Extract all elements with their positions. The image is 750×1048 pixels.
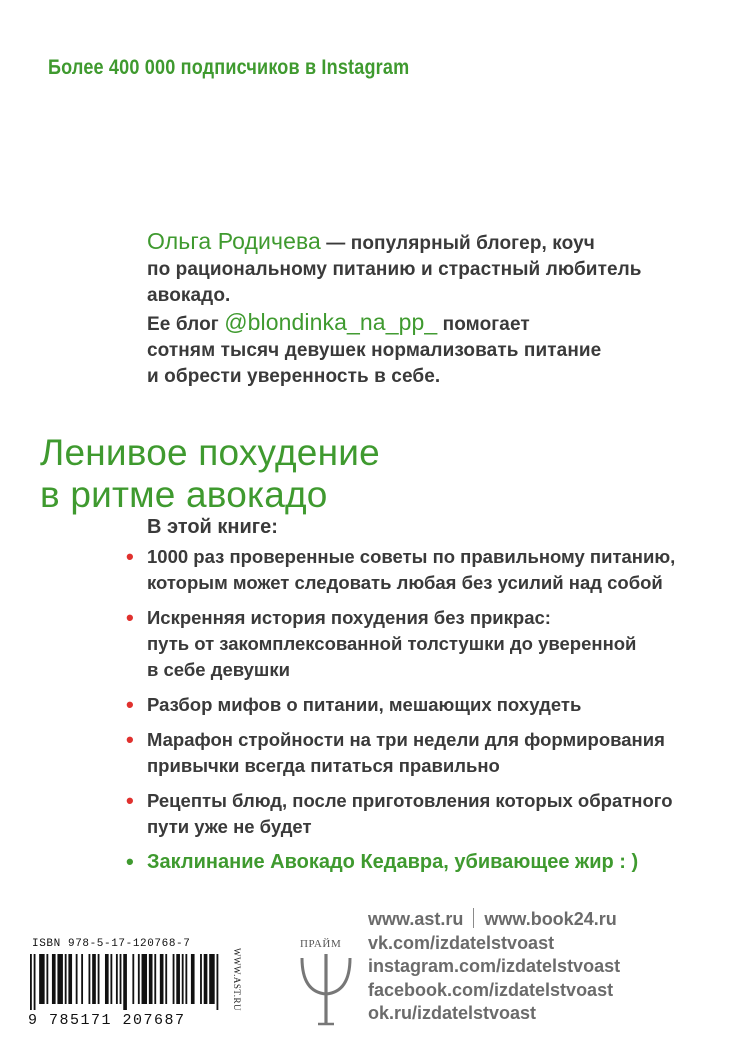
bio-line-4 <box>147 309 667 338</box>
barcode-block <box>28 938 228 1028</box>
barcode-bar <box>65 954 67 1004</box>
barcode-bar <box>116 954 118 1004</box>
bullet-icon: • <box>126 788 134 813</box>
barcode-bar <box>209 954 214 1004</box>
feature-item-highlight <box>124 849 724 875</box>
feature-item <box>124 692 724 718</box>
bullet-icon: • <box>126 544 134 569</box>
bio-text: Ее блог <box>147 314 225 335</box>
barcode-bar <box>176 954 180 1004</box>
features-heading: В этой книге: <box>147 516 278 538</box>
barcode-bar <box>154 954 156 1004</box>
feature-line: Марафон стройности на три недели для формирования <box>147 729 665 750</box>
links-row-sites <box>368 908 620 932</box>
author-bio <box>147 228 667 390</box>
bio-text: — популярный блогер, коуч <box>320 233 595 254</box>
barcode-bar <box>165 954 167 1004</box>
feature-line: Искренняя история похудения без прикрас: <box>147 607 551 628</box>
feature-line: в себе девушки <box>147 659 290 680</box>
link-vk[interactable]: vk.com/izdatelstvoast <box>368 932 555 953</box>
barcode-bar <box>200 954 202 1004</box>
bio-text: помогает <box>437 314 530 335</box>
instagram-handle: @blondinka_na_pp_ <box>224 309 438 335</box>
tagline: Более 400 000 подписчиков в Instagram <box>48 56 410 79</box>
barcode-bar <box>160 954 164 1004</box>
barcode-digits: 9 785171 207687 <box>28 1012 186 1029</box>
publisher-links <box>368 908 620 1026</box>
barcode-bar <box>204 954 208 1004</box>
psi-icon <box>296 952 356 1028</box>
feature-line: пути уже не будет <box>147 816 312 837</box>
bullet-icon: • <box>126 727 134 752</box>
feature-line: Заклинание Авокадо Кедавра, убивающее жир : ) <box>147 851 639 873</box>
link-book24[interactable]: www.book24.ru <box>484 909 617 929</box>
bullet-icon: • <box>126 849 134 874</box>
bullet-icon: • <box>126 605 134 630</box>
author-name: Ольга Родичева <box>147 228 321 254</box>
barcode-bar <box>34 954 36 1010</box>
link-facebook[interactable]: facebook.com/izdatelstvoast <box>368 979 614 1000</box>
barcode-bar <box>76 954 78 1004</box>
barcode-bar <box>92 954 96 1004</box>
barcode-bar <box>173 954 175 1004</box>
barcode-bar <box>182 954 184 1004</box>
barcode-bar <box>81 954 83 1004</box>
barcode-bar <box>46 954 48 1004</box>
barcode-bar <box>138 954 140 1004</box>
link-ok[interactable]: ok.ru/izdatelstvoast <box>368 1003 537 1023</box>
barcode-bar <box>105 954 109 1004</box>
features-list <box>124 544 724 884</box>
bio-line-3: авокадо. <box>147 285 231 306</box>
bio-line-5: сотням тысяч девушек нормализовать питание <box>147 340 602 361</box>
bio-line-1 <box>147 228 667 257</box>
barcode-icon <box>28 954 224 1010</box>
barcode-bar <box>98 954 100 1004</box>
link-instagram[interactable]: instagram.com/izdatelstvoast <box>368 956 621 976</box>
isbn-label: ISBN 978-5-17-120768-7 <box>32 938 191 950</box>
feature-line: привычки всегда питаться правильно <box>147 755 500 776</box>
feature-line: путь от закомплексованной толстушки до уверенной <box>147 633 637 654</box>
barcode-bar <box>68 954 72 1004</box>
feature-line: 1000 раз проверенные советы по правильному питанию, <box>147 546 676 567</box>
bio-line-6: и обрести уверенность в себе. <box>147 366 441 387</box>
link-ast[interactable]: www.ast.ru <box>368 909 464 929</box>
vertical-website-label: WWW.AST.RU <box>232 948 242 1011</box>
barcode-bar <box>185 954 187 1004</box>
feature-line: Рецепты блюд, после приготовления которых обратного <box>147 790 673 811</box>
feature-item <box>124 605 724 683</box>
publisher-logo <box>296 938 356 1028</box>
bio-line-2: по рациональному питанию и страстный любитель <box>147 259 642 280</box>
barcode-bar <box>132 954 134 1004</box>
barcode-bar <box>30 954 32 1010</box>
barcode-bar <box>39 954 44 1004</box>
divider <box>473 908 474 928</box>
barcode-bar <box>217 954 219 1010</box>
book-title-line-2: в ритме авокадо <box>40 474 328 515</box>
bullet-icon: • <box>126 692 134 717</box>
feature-item <box>124 788 724 840</box>
barcode-bar <box>89 954 91 1004</box>
barcode-bar <box>120 954 122 1004</box>
feature-line: Разбор мифов о питании, мешающих похудеть <box>147 694 582 715</box>
publisher-logo-label: ПРАЙМ <box>300 938 342 950</box>
barcode-bar <box>57 954 62 1004</box>
barcode-bar <box>149 954 153 1004</box>
feature-item <box>124 727 724 779</box>
barcode-bar <box>123 954 127 1010</box>
barcode-bar <box>191 954 195 1004</box>
feature-line: которым может следовать любая без усилий над собой <box>147 572 663 593</box>
book-title <box>40 432 380 516</box>
book-title-line-1: Ленивое похудение <box>40 432 380 473</box>
barcode-bar <box>142 954 147 1004</box>
feature-item <box>124 544 724 596</box>
barcode-bar <box>110 954 112 1004</box>
barcode-bar <box>52 954 56 1004</box>
